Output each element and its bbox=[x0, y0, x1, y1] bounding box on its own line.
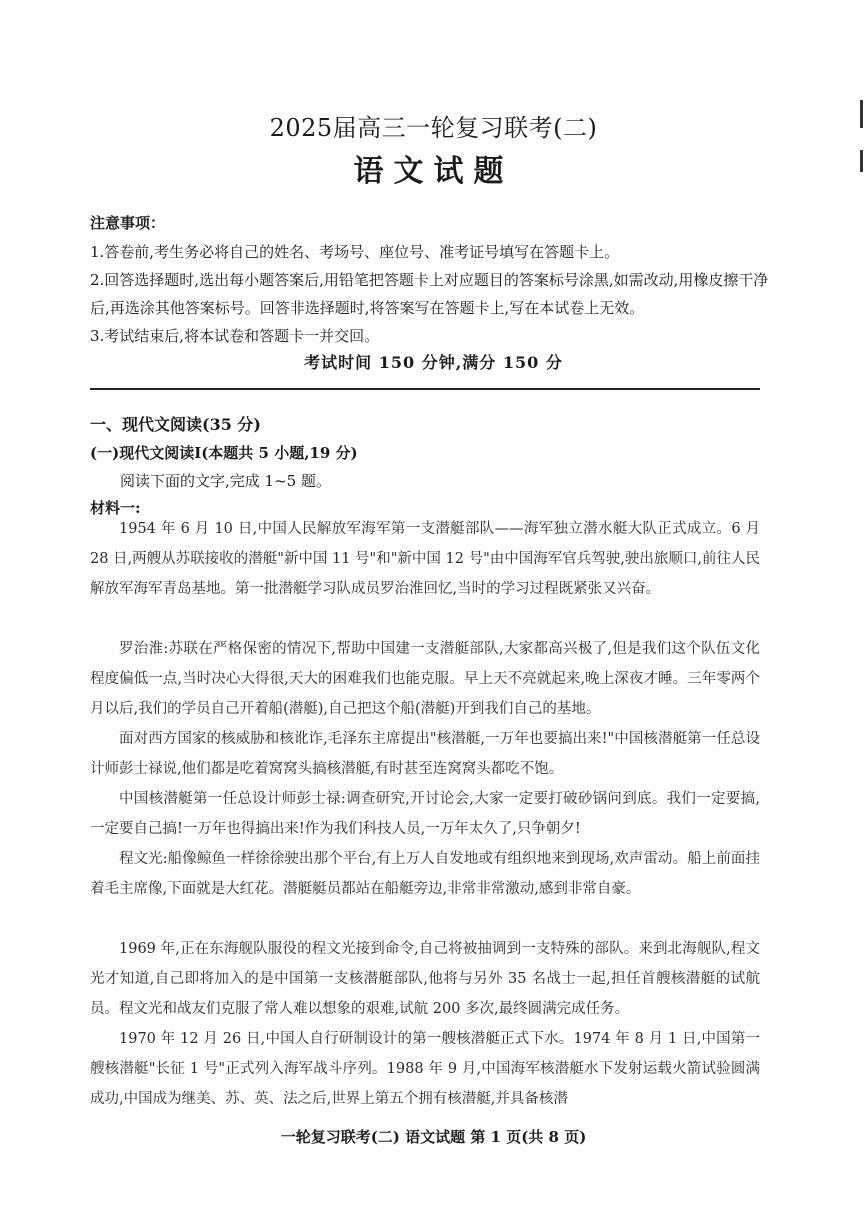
notice-item-1: 1.答卷前,考生务必将自己的姓名、考场号、座位号、准考证号填写在答题卡上。 bbox=[90, 243, 620, 261]
exam-time: 考试时间 150 分钟,满分 150 分 bbox=[304, 353, 563, 372]
notice-item-2: 2.回答选择题时,选出每小题答案后,用铅笔把答题卡上对应题目的答案标号涂黑,如需改动,用橡皮擦干净后,再选涂其他答案标号。回答非选择题时,将答案写在答题卡上,写在本试卷上无效。 bbox=[90, 271, 769, 317]
notice-heading: 注意事项： bbox=[90, 214, 166, 232]
passage-paragraph: 中国核潜艇第一任总设计师彭士禄:调查研究,开讨论会,大家一定要打破砂锅问到底。我们一定要搞,一定要自己搞!一万年也得搞出来!作为我们科技人员,一万年太久了,只争朝夕! bbox=[90, 791, 760, 837]
divider-line bbox=[90, 388, 760, 390]
page-footer: 一轮复习联考(二) 语文试题 第 1 页(共 8 页) bbox=[280, 1128, 587, 1146]
instruction-text: 阅读下面的文字,完成 1~5 题。 bbox=[120, 472, 331, 490]
passage-paragraph: 面对西方国家的核威胁和核讹诈,毛泽东主席提出"核潜艇,一万年也要搞出来!"中国核潜艇第一任总设计师彭士禄说,他们都是吃着窝窝头搞核潜艇,有时甚至连窝窝头都吃不饱。 bbox=[90, 731, 760, 777]
exam-subject-title: 语文试题 bbox=[353, 154, 514, 189]
notice-item-3: 3.考试结束后,将本试卷和答题卡一并交回。 bbox=[90, 327, 380, 345]
passage-paragraph: 1970 年 12 月 26 日,中国人自行研制设计的第一艘核潜艇正式下水。1974 年 8 月 1 日,中国第一艘核潜艇"长征 1 号"正式列入海军战斗序列。1988 年 9 月,中国海军核潜艇水下发射运载火箭试验圆满成功,中国成为继美、苏、英、法之后,世界上第五个拥有核潜艇,并具备核潜 bbox=[90, 1031, 760, 1107]
sub-section-heading: (一)现代文阅读Ⅰ(本题共 5 小题,19 分) bbox=[90, 444, 358, 462]
passage-paragraph: 1954 年 6 月 10 日,中国人民解放军海军第一支潜艇部队——海军独立潜水艇大队正式成立。6 月 28 日,两艘从苏联接收的潜艇"新中国 11 号"和"新中国 12 号"由中国海军官兵驾驶,驶出旅顺口,前往人民解放军海军青岛基地。第一批潜艇学习队成员罗治淮回忆,当时的学习过程既紧张又兴奋。 bbox=[90, 521, 760, 597]
exam-title: 2025届高三一轮复习联考(二) bbox=[269, 114, 598, 142]
section-heading: 一、现代文阅读(35 分) bbox=[90, 415, 261, 434]
passage-paragraph: 1969 年,正在东海舰队服役的程文光接到命令,自己将被抽调到一支特殊的部队。来到北海舰队,程文光才知道,自己即将加入的是中国第一支核潜艇部队,他将与另外 35 名战士一起,担任首艘核潜艇的试航员。程文光和战友们克服了常人难以想象的艰难,试航 200 多次,最终圆满完成任务。 bbox=[90, 941, 760, 1017]
passage-paragraph: 罗治淮:苏联在严格保密的情况下,帮助中国建一支潜艇部队,大家都高兴极了,但是我们这个队伍文化程度偏低一点,当时决心大得很,天大的困难我们也能克服。早上天不亮就起来,晚上深夜才睡。三年零两个月以后,我们的学员自己开着船(潜艇),自己把这个船(潜艇)开到我们自己的基地。 bbox=[90, 641, 760, 717]
passage-paragraph: 程文光:船像鲸鱼一样徐徐驶出那个平台,有上万人自发地或有组织地来到现场,欢声雷动。船上前面挂着毛主席像,下面就是大红花。潜艇艇员都站在船艇旁边,非常非常激动,感到非常自豪。 bbox=[90, 851, 760, 897]
material-label: 材料一: bbox=[90, 499, 141, 517]
